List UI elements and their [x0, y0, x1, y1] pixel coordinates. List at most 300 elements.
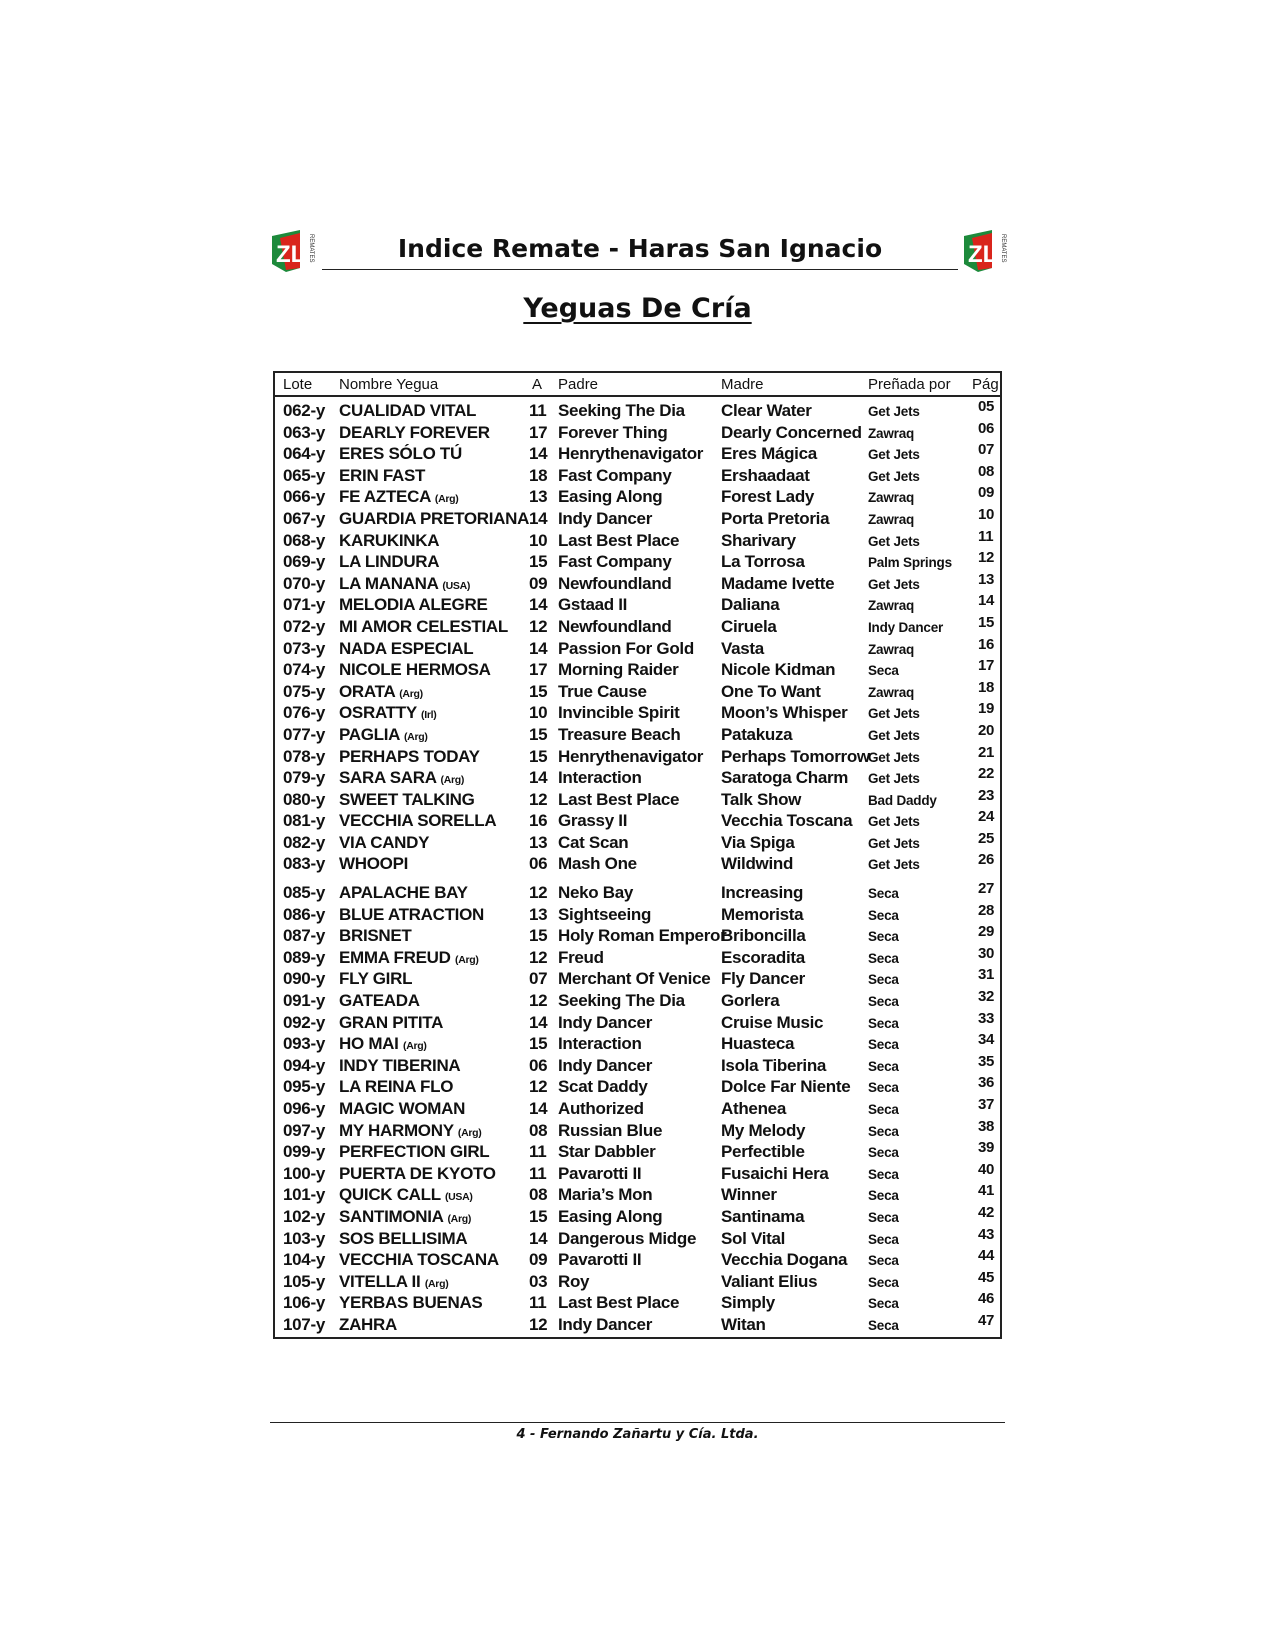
column-header-prenada: Preñada por: [868, 376, 951, 393]
table-row: [275, 829, 1000, 855]
cell-pag: 27: [978, 880, 995, 898]
cell-a: 17: [529, 422, 548, 442]
svg-text:ZL: ZL: [968, 241, 998, 268]
cell-madre: Moon’s Whisper: [721, 703, 848, 723]
cell-pag: 33: [978, 1009, 995, 1027]
cell-nombre: [339, 574, 470, 594]
cell-prenada: Zawraq: [868, 641, 915, 657]
cell-prenada: Seca: [868, 1188, 899, 1204]
cell-a: 14: [529, 768, 548, 788]
cell-pag: 18: [978, 678, 995, 696]
cell-pag: 31: [978, 966, 995, 984]
header-divider: [322, 269, 958, 270]
cell-madre: Vecchia Dogana: [721, 1250, 848, 1270]
cell-lote: 071-y: [283, 595, 325, 615]
cell-pag: 37: [978, 1096, 995, 1113]
cell-lote: 075-y: [283, 681, 325, 701]
cell-pag: 44: [978, 1247, 995, 1265]
cell-lote: 092-y: [283, 1012, 325, 1032]
cell-lote: 106-y: [283, 1293, 325, 1313]
cell-padre: Scat Daddy: [558, 1077, 648, 1097]
cell-madre: Ershaadaat: [721, 465, 810, 485]
page-footer: 4 - Fernando Zañartu y Cía. Ltda.: [516, 1427, 759, 1442]
column-header-madre: Madre: [721, 376, 764, 393]
cell-pag: 29: [978, 923, 995, 941]
cell-madre: Clear Water: [721, 401, 812, 420]
cell-nombre: [339, 531, 439, 551]
cell-nombre-text: OSRATTY: [339, 703, 417, 723]
cell-madre: Valiant Elius: [721, 1271, 818, 1291]
cell-madre: Eres Mágica: [721, 444, 817, 464]
table-row: [275, 1074, 1000, 1099]
cell-nombre: [339, 1121, 481, 1141]
cell-lote: 069-y: [283, 552, 325, 572]
cell-lote: 074-y: [283, 660, 325, 680]
cell-nombre-text: LA MANANA: [339, 573, 438, 593]
cell-prenada: Zawraq: [868, 684, 915, 700]
cell-lote: 094-y: [283, 1055, 325, 1075]
cell-pag: 19: [978, 700, 995, 718]
cell-a: 12: [529, 991, 548, 1011]
cell-prenada: Seca: [868, 1296, 899, 1312]
cell-nombre-text: INDY TIBERINA: [339, 1055, 461, 1075]
cell-prenada: Get Jets: [868, 447, 920, 463]
table-row: [275, 1182, 1000, 1207]
table-header: [275, 373, 1000, 397]
table-row: [275, 592, 1000, 617]
cell-nombre-text: FE AZTECA: [339, 487, 431, 507]
cell-nombre-text: CUALIDAD VITAL: [339, 401, 477, 420]
cell-pag: 26: [978, 851, 995, 869]
cell-madre: Ciruela: [721, 616, 777, 636]
cell-prenada: Seca: [868, 1317, 899, 1333]
cell-madre: Santinama: [721, 1206, 805, 1226]
cell-a: 11: [529, 401, 547, 420]
cell-a: 15: [529, 681, 548, 701]
cell-nombre: [339, 854, 408, 874]
cell-a: 10: [529, 703, 548, 723]
cell-pag: 36: [978, 1074, 995, 1092]
cell-a: 15: [529, 1206, 548, 1226]
cell-padre: Pavarotti II: [558, 1250, 642, 1270]
cell-lote: 096-y: [283, 1099, 325, 1118]
cell-a: 15: [529, 926, 548, 946]
cell-pag: 42: [978, 1203, 995, 1221]
cell-nombre-text: ORATA: [339, 681, 395, 701]
table-row: [275, 880, 1000, 905]
cell-pag: 28: [978, 901, 995, 919]
cell-madre: Via Spiga: [721, 832, 795, 852]
cell-nombre-text: BRISNET: [339, 926, 412, 946]
cell-prenada: Seca: [868, 1102, 899, 1117]
cell-prenada: Get Jets: [868, 706, 920, 722]
cell-a: 12: [529, 616, 548, 636]
cell-origen: (Arg): [434, 493, 459, 506]
cell-nombre: [339, 991, 420, 1011]
cell-pag: 45: [978, 1268, 995, 1286]
cell-pag: 43: [978, 1225, 995, 1243]
cell-a: 13: [529, 487, 548, 507]
cell-padre: Freud: [558, 947, 604, 967]
cell-prenada: Seca: [868, 1037, 899, 1053]
cell-nombre: [339, 790, 475, 810]
cell-padre: Gstaad II: [558, 595, 628, 615]
cell-lote: 103-y: [283, 1228, 325, 1248]
cell-padre: Sightseeing: [558, 904, 652, 924]
cell-padre: Indy Dancer: [558, 1314, 653, 1334]
cell-pag: 08: [978, 462, 995, 480]
cell-pag: 11: [978, 527, 994, 545]
table-row: [275, 1268, 1000, 1294]
cell-padre: True Cause: [558, 681, 647, 701]
cell-nombre-text: NICOLE HERMOSA: [339, 660, 491, 680]
cell-nombre-text: ZAHRA: [339, 1314, 397, 1334]
cell-lote: 068-y: [283, 530, 325, 550]
cell-lote: 090-y: [283, 969, 325, 989]
cell-nombre: [339, 1293, 482, 1313]
cell-nombre: [339, 768, 464, 788]
cell-padre: Pavarotti II: [558, 1163, 642, 1183]
table-row: [275, 505, 1000, 531]
cell-madre: Huasteca: [721, 1034, 795, 1054]
cell-nombre: [339, 509, 529, 529]
cell-lote: 105-y: [283, 1271, 325, 1291]
cell-nombre-text: MELODIA ALEGRE: [339, 595, 488, 615]
cell-a: 12: [529, 883, 548, 903]
cell-nombre: [339, 466, 425, 486]
table-row: [275, 721, 1000, 747]
cell-a: 11: [529, 1142, 547, 1162]
table-row: [275, 1203, 1000, 1229]
column-header-a: A: [532, 376, 543, 393]
cell-nombre: [339, 552, 439, 572]
cell-nombre: [339, 682, 423, 702]
cell-lote: 093-y: [283, 1034, 325, 1054]
cell-pag: 40: [978, 1160, 995, 1178]
cell-prenada: Seca: [868, 994, 899, 1010]
page-header-title: Indice Remate - Haras San Ignacio: [397, 234, 883, 263]
cell-padre: Mash One: [558, 854, 637, 874]
cell-origen: (Arg): [403, 730, 428, 743]
cell-lote: 062-y: [283, 401, 325, 420]
cell-nombre: [339, 1272, 448, 1292]
cell-prenada: Zawraq: [868, 598, 915, 614]
cell-origen: (USA): [442, 579, 471, 592]
cell-nombre-text: MY HARMONY: [339, 1120, 454, 1140]
table-row: [275, 1139, 1000, 1164]
cell-madre: Winner: [721, 1185, 777, 1205]
table-row: [275, 786, 1000, 812]
cell-lote: 070-y: [283, 573, 325, 593]
cell-pag: 16: [978, 635, 995, 653]
cell-madre: Escoradita: [721, 947, 805, 967]
cell-madre: Fusaichi Hera: [721, 1163, 829, 1183]
cell-prenada: Get Jets: [868, 576, 920, 592]
cell-padre: Indy Dancer: [558, 508, 653, 528]
cell-padre: Neko Bay: [558, 883, 634, 903]
cell-prenada: Get Jets: [868, 814, 920, 830]
cell-lote: 066-y: [283, 487, 325, 507]
table-row: [275, 743, 1000, 769]
table-row: [275, 657, 1000, 682]
cell-lote: 072-y: [283, 616, 325, 636]
cell-madre: Wildwind: [721, 854, 794, 874]
cell-padre: Interaction: [558, 1034, 642, 1054]
cell-origen: (Arg): [399, 687, 423, 700]
cell-a: 14: [529, 444, 548, 464]
cell-a: 09: [529, 573, 548, 593]
table-row: [275, 1009, 1000, 1035]
cell-a: 15: [529, 746, 548, 766]
cell-prenada: Zawraq: [868, 511, 915, 527]
cell-prenada: Seca: [868, 950, 899, 966]
cell-pag: 05: [978, 398, 995, 415]
cell-nombre-text: FLY GIRL: [339, 969, 413, 989]
cell-nombre: [339, 423, 490, 443]
cell-a: 11: [529, 1163, 547, 1183]
cell-prenada: Seca: [868, 886, 899, 902]
cell-madre: Nicole Kidman: [721, 660, 836, 680]
cell-lote: 081-y: [283, 811, 325, 831]
cell-nombre-text: ERES SÓLO TÚ: [339, 444, 462, 464]
cell-a: 14: [529, 638, 548, 658]
section-title-wrap: [0, 293, 1275, 324]
table-row: [275, 1096, 1000, 1121]
cell-nombre: [339, 747, 480, 767]
cell-nombre: [339, 1099, 465, 1119]
footer-divider: [270, 1422, 1005, 1423]
cell-prenada: Get Jets: [868, 533, 920, 549]
cell-pag: 25: [978, 829, 995, 847]
table-row: [275, 1311, 1000, 1337]
cell-nombre-text: WHOOPI: [339, 854, 409, 874]
cell-lote: 077-y: [283, 724, 325, 744]
cell-lote: 079-y: [283, 768, 325, 788]
cell-nombre-text: GUARDIA PRETORIANA: [339, 508, 530, 528]
cell-nombre-text: LA REINA FLO: [339, 1077, 454, 1097]
cell-madre: La Torrosa: [721, 552, 805, 572]
cell-pag: 35: [978, 1052, 995, 1070]
svg-text:REMATES: REMATES: [308, 234, 314, 263]
cell-madre: Saratoga Charm: [721, 768, 849, 788]
cell-pag: 17: [978, 657, 995, 675]
cell-madre: Sol Vital: [721, 1228, 786, 1248]
cell-prenada: Get Jets: [868, 857, 920, 873]
cell-pag: 34: [978, 1031, 995, 1049]
cell-padre: Forever Thing: [558, 422, 668, 442]
cell-madre: Cruise Music: [721, 1012, 824, 1032]
cell-a: 12: [529, 947, 548, 967]
cell-madre: Gorlera: [721, 991, 780, 1011]
cell-pag: 07: [978, 441, 995, 459]
table-row: [275, 944, 1000, 970]
table-row: [275, 613, 1000, 639]
cell-madre: Daliana: [721, 595, 780, 615]
table-row: [275, 1225, 1000, 1251]
svg-text:ZL: ZL: [276, 241, 306, 268]
cell-madre: Dearly Concerned: [721, 422, 862, 442]
cell-nombre-text: HO MAI: [339, 1034, 399, 1054]
table-row: [275, 462, 1000, 488]
table-body: [275, 398, 1000, 1337]
cell-padre: Last Best Place: [558, 789, 680, 809]
cell-padre: Henrythenavigator: [558, 444, 704, 464]
cell-a: 14: [529, 1012, 548, 1032]
cell-nombre-text: YERBAS BUENAS: [339, 1293, 483, 1313]
cell-nombre: [339, 639, 473, 659]
cell-a: 14: [529, 595, 548, 615]
cell-nombre: [339, 617, 508, 637]
cell-padre: Dangerous Midge: [558, 1228, 697, 1248]
cell-a: 13: [529, 832, 548, 852]
cell-a: 08: [529, 1120, 548, 1140]
cell-padre: Newfoundland: [558, 616, 672, 636]
cell-madre: Dolce Far Niente: [721, 1077, 851, 1097]
cell-prenada: Get Jets: [868, 835, 920, 851]
table-row: [275, 808, 1000, 833]
column-header-pag: Pág: [972, 376, 999, 393]
cell-padre: Morning Raider: [558, 660, 679, 680]
cell-nombre-text: MI AMOR CELESTIAL: [339, 616, 508, 636]
table-row: [275, 901, 1000, 927]
cell-padre: Seeking The Dia: [558, 991, 685, 1011]
cell-nombre-text: EMMA FREUD: [339, 947, 451, 967]
cell-a: 09: [529, 1250, 548, 1270]
table-row: [275, 527, 1000, 553]
cell-nombre-text: PAGLIA: [339, 724, 400, 744]
cell-a: 13: [529, 904, 548, 924]
cell-nombre-text: PERFECTION GIRL: [339, 1142, 490, 1162]
cell-lote: 065-y: [283, 465, 325, 485]
cell-lote: 064-y: [283, 444, 325, 464]
cell-lote: 063-y: [283, 422, 325, 442]
table-row: [275, 678, 1000, 704]
cell-padre: Newfoundland: [558, 573, 672, 593]
table-row: [275, 1052, 1000, 1078]
cell-padre: Cat Scan: [558, 832, 629, 852]
cell-nombre-text: VECCHIA TOSCANA: [339, 1250, 499, 1270]
cell-pag: 38: [978, 1117, 995, 1135]
cell-lote: 104-y: [283, 1250, 325, 1270]
cell-nombre: [339, 905, 484, 925]
cell-nombre-text: APALACHE BAY: [339, 883, 468, 903]
cell-lote: 095-y: [283, 1077, 325, 1097]
cell-nombre-text: SANTIMONIA: [339, 1206, 444, 1226]
table-row: [275, 765, 1000, 790]
cell-pag: 06: [978, 419, 995, 437]
cell-padre: Maria’s Mon: [558, 1185, 653, 1205]
cell-origen: (Arg): [455, 953, 479, 966]
cell-nombre-text: QUICK CALL: [339, 1185, 441, 1205]
cell-nombre: [339, 811, 496, 831]
table-row: [275, 549, 1000, 574]
cell-padre: Indy Dancer: [558, 1055, 653, 1075]
cell-a: 10: [529, 530, 548, 550]
cell-a: 12: [529, 1077, 548, 1097]
cell-padre: Grassy II: [558, 811, 628, 831]
cell-nombre: [339, 1034, 427, 1054]
cell-lote: 097-y: [283, 1120, 325, 1140]
table-row: [275, 1031, 1000, 1056]
cell-prenada: Seca: [868, 1253, 899, 1269]
cell-prenada: Seca: [868, 1058, 899, 1074]
table-row: [275, 570, 1000, 596]
cell-prenada: Get Jets: [868, 771, 920, 787]
table-row: [275, 966, 1000, 991]
cell-madre: Patakuza: [721, 724, 793, 744]
cell-a: 17: [529, 660, 548, 680]
cell-a: 14: [529, 1228, 548, 1248]
cell-nombre: [339, 1185, 473, 1205]
cell-prenada: Get Jets: [868, 468, 920, 484]
cell-origen: (USA): [444, 1191, 473, 1204]
cell-prenada: Get Jets: [868, 749, 920, 765]
cell-nombre: [339, 1077, 453, 1097]
cell-padre: Russian Blue: [558, 1120, 663, 1140]
cell-nombre: [339, 1250, 499, 1270]
cell-madre: Witan: [721, 1314, 766, 1334]
cell-origen: (Arg): [457, 1126, 482, 1139]
table-row: [275, 484, 1000, 509]
cell-origen: (Arg): [424, 1277, 449, 1290]
cell-a: 15: [529, 1034, 548, 1054]
cell-madre: Simply: [721, 1293, 775, 1313]
cell-a: 08: [529, 1185, 548, 1205]
cell-madre: Memorista: [721, 904, 804, 924]
cell-nombre: [339, 401, 476, 421]
cell-lote: 073-y: [283, 638, 325, 658]
cell-prenada: Seca: [868, 907, 899, 923]
cell-pag: 46: [978, 1290, 995, 1308]
cell-nombre-text: NADA ESPECIAL: [339, 638, 474, 658]
cell-a: 11: [529, 1293, 547, 1313]
cell-nombre: [339, 1315, 397, 1335]
cell-pag: 30: [978, 944, 995, 962]
cell-nombre-text: GATEADA: [339, 991, 420, 1011]
cell-lote: 076-y: [283, 703, 325, 723]
cell-madre: One To Want: [721, 681, 821, 701]
cell-padre: Indy Dancer: [558, 1012, 653, 1032]
cell-nombre-text: PUERTA DE KYOTO: [339, 1163, 496, 1183]
cell-nombre-text: VITELLA II: [339, 1271, 421, 1291]
cell-nombre-text: LA LINDURA: [339, 552, 440, 572]
cell-origen: (Irl): [421, 709, 437, 722]
cell-padre: Easing Along: [558, 1206, 663, 1226]
cell-lote: 086-y: [283, 904, 325, 924]
cell-lote: 107-y: [283, 1314, 325, 1334]
cell-origen: (Arg): [403, 1040, 427, 1053]
cell-prenada: Seca: [868, 663, 899, 679]
cell-nombre-text: DEARLY FOREVER: [339, 422, 490, 442]
cell-lote: 099-y: [283, 1142, 325, 1162]
table-row: [275, 988, 1000, 1013]
cell-lote: 089-y: [283, 947, 325, 967]
cell-a: 03: [529, 1271, 548, 1291]
cell-pag: 22: [978, 765, 995, 783]
company-logo: [962, 228, 1010, 274]
cell-prenada: Seca: [868, 1015, 899, 1031]
cell-a: 14: [529, 508, 548, 528]
cell-madre: Fly Dancer: [721, 969, 805, 989]
cell-pag: 47: [978, 1311, 995, 1329]
cell-madre: Increasing: [721, 883, 804, 903]
cell-madre: Briboncilla: [721, 926, 806, 946]
cell-pag: 12: [978, 549, 995, 567]
cell-nombre: [339, 660, 491, 680]
cell-a: 15: [529, 552, 548, 572]
page-header: [270, 228, 1010, 276]
cell-a: 06: [529, 854, 548, 874]
